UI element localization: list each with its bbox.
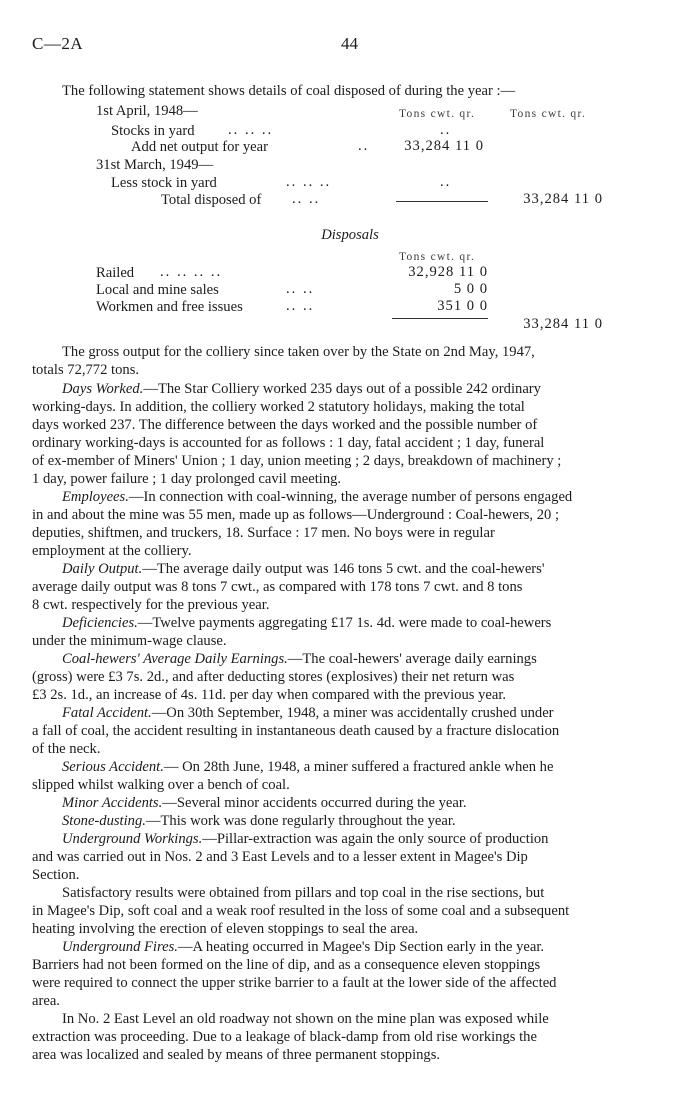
paragraph-title: Days Worked. (62, 381, 144, 397)
disposals-total-rule (392, 318, 488, 319)
paragraph-line: In No. 2 East Level an old roadway not shown on the mine plan was exposed while (62, 1011, 549, 1027)
document-reference: C—2A (32, 34, 84, 53)
disposal-row-label: Railed (96, 265, 135, 281)
statement-row-label: 1st April, 1948— (96, 103, 198, 119)
paragraph-line: —Pillar-extraction was again the only source of production (202, 831, 549, 847)
statement-row-label: 31st March, 1949— (96, 157, 214, 173)
paragraph-first-line (62, 650, 537, 668)
paragraph-title: Employees. (62, 489, 129, 505)
disposal-value: 5 0 0 (453, 281, 488, 297)
paragraph-line: of ex-member of Miners' Union ; 1 day, union meeting ; 2 days, breakdown of machinery ; (32, 453, 562, 469)
disposals-column-heading: Tons cwt. qr. (399, 251, 476, 263)
statement-value: 33,284 11 0 (404, 138, 484, 154)
paragraph-line: employment at the colliery. (32, 543, 192, 559)
paragraph-line: of the neck. (32, 741, 101, 757)
disposals-title: Disposals (321, 227, 379, 243)
total-rule (396, 201, 488, 202)
leader-dots: .. (440, 174, 452, 190)
paragraph-first-line (62, 938, 544, 956)
paragraph-line: ordinary working-days is accounted for as follows : 1 day, fatal accident ; 1 day, funeral (32, 435, 545, 451)
paragraph-first-line (62, 488, 572, 506)
disposal-value: 32,928 11 0 (408, 264, 488, 280)
page-number: 44 (341, 34, 358, 53)
paragraph-line: totals 72,772 tons. (32, 362, 140, 378)
paragraph-line: slipped whilst walking over a bench of coal. (32, 777, 290, 793)
disposal-row-label: Workmen and free issues (96, 299, 243, 315)
paragraph-first-line (62, 560, 544, 578)
paragraph-line: area. (32, 993, 60, 1009)
paragraph-line: —Twelve payments aggregating £17 1s. 4d. were made to coal-hewers (137, 615, 552, 631)
paragraph-line: a fall of coal, the accident resulting in instantaneous death caused by a fracture dislocation (32, 723, 560, 739)
column-heading-2: Tons cwt. qr. (510, 108, 587, 120)
paragraph-first-line (62, 704, 554, 722)
leader-dots: .. .. .. (286, 174, 332, 190)
paragraph-title: Serious Accident. (62, 759, 164, 775)
paragraph-title: Deficiencies. (62, 615, 138, 631)
statement-row-label: Stocks in yard (111, 123, 195, 139)
paragraph-first-line (62, 830, 548, 848)
paragraph-line: in Magee's Dip, soft coal and a weak roof resulted in the loss of some coal and a subsequent (32, 903, 570, 919)
leader-dots: .. (440, 122, 452, 138)
disposal-value: 351 0 0 (437, 298, 488, 314)
column-heading-1: Tons cwt. qr. (399, 108, 476, 120)
statement-row-label: Total disposed of (161, 192, 262, 208)
statement-total: 33,284 11 0 (523, 191, 603, 207)
paragraph-line: extraction was proceeding. Due to a leakage of black-damp from old rise workings the (32, 1029, 537, 1045)
paragraph-title: Coal-hewers' Average Daily Earnings. (62, 651, 288, 667)
paragraph-line: £3 2s. 1d., an increase of 4s. 11d. per day when compared with the previous year. (32, 687, 507, 703)
paragraph-line: —This work was done regularly throughout the year. (145, 813, 456, 829)
paragraph-line: average daily output was 8 tons 7 cwt., as compared with 178 tons 7 cwt. and 8 tons (32, 579, 523, 595)
paragraph-title: Stone-dusting. (62, 813, 146, 829)
paragraph-line: heating involving the erection of eleven stoppings to seal the area. (32, 921, 419, 937)
paragraph-line: Satisfactory results were obtained from pillars and top coal in the rise sections, but (62, 885, 545, 901)
paragraph-line: deputies, shiftmen, and truckers, 18. Surface : 17 men. No boys were in regular (32, 525, 495, 541)
paragraph-line: and was carried out in Nos. 2 and 3 East Levels and to a lesser extent in Magee's Dip (32, 849, 528, 865)
intro-line: The following statement shows details of coal disposed of during the year :— (62, 83, 516, 99)
paragraph-first-line (62, 794, 467, 812)
paragraph-line: —A heating occurred in Magee's Dip Section early in the year. (177, 939, 545, 955)
leader-dots: .. (358, 138, 370, 154)
leader-dots: .. .. (292, 191, 321, 207)
paragraph-line: (gross) were £3 7s. 2d., and after deducting stores (explosives) their net return was (32, 669, 515, 685)
paragraph-title: Daily Output. (62, 561, 143, 577)
paragraph-line: were required to connect the upper strike barrier to a fault at the lower side of the affected (32, 975, 557, 991)
paragraph-line: Barriers had not been formed on the line of dip, and as a consequence eleven stoppings (32, 957, 541, 973)
paragraph-line: 1 day, power failure ; 1 day prolonged cavil meeting. (32, 471, 342, 487)
disposals-total: 33,284 11 0 (523, 316, 603, 332)
paragraph-first-line (62, 758, 553, 776)
leader-dots: .. .. (286, 298, 315, 314)
paragraph-line: working-days. In addition, the colliery worked 2 statutory holidays, making the total (32, 399, 525, 415)
paragraph-line: — On 28th June, 1948, a miner suffered a fractured ankle when he (163, 759, 554, 775)
paragraph-line: under the minimum-wage clause. (32, 633, 227, 649)
paragraph-first-line (62, 380, 541, 398)
paragraph-title: Underground Fires. (62, 939, 178, 955)
paragraph-line: in and about the mine was 55 men, made up as follows—Underground : Coal-hewers, 20 ; (32, 507, 560, 523)
paragraph-line: —On 30th September, 1948, a miner was accidentally crushed under (151, 705, 554, 721)
paragraph-line: Section. (32, 867, 80, 883)
paragraph-line: The gross output for the colliery since taken over by the State on 2nd May, 1947, (62, 344, 535, 360)
paragraph-first-line (62, 812, 456, 830)
paragraph-line: —The coal-hewers' average daily earnings (287, 651, 537, 667)
paragraph-line: —The average daily output was 146 tons 5 cwt. and the coal-hewers' (142, 561, 545, 577)
leader-dots: .. .. (286, 281, 315, 297)
paragraph-line: —The Star Colliery worked 235 days out of a possible 242 ordinary (143, 381, 541, 397)
leader-dots: .. .. .. (228, 122, 274, 138)
paragraph-line: —Several minor accidents occurred during the year. (162, 795, 467, 811)
paragraph-title: Minor Accidents. (62, 795, 163, 811)
paragraph-title: Fatal Accident. (62, 705, 152, 721)
paragraph-line: days worked 237. The difference between the days worked and the possible number of (32, 417, 538, 433)
paragraph-line: 8 cwt. respectively for the previous year. (32, 597, 270, 613)
leader-dots: .. .. .. .. (160, 264, 223, 280)
paragraph-line: —In connection with coal-winning, the average number of persons engaged (128, 489, 573, 505)
paragraph-first-line (62, 614, 551, 632)
paragraph-line: area was localized and sealed by means of three permanent stoppings. (32, 1047, 441, 1063)
statement-row-label: Add net output for year (131, 139, 268, 155)
paragraph-title: Underground Workings. (62, 831, 203, 847)
statement-row-label: Less stock in yard (111, 175, 217, 191)
disposal-row-label: Local and mine sales (96, 282, 219, 298)
